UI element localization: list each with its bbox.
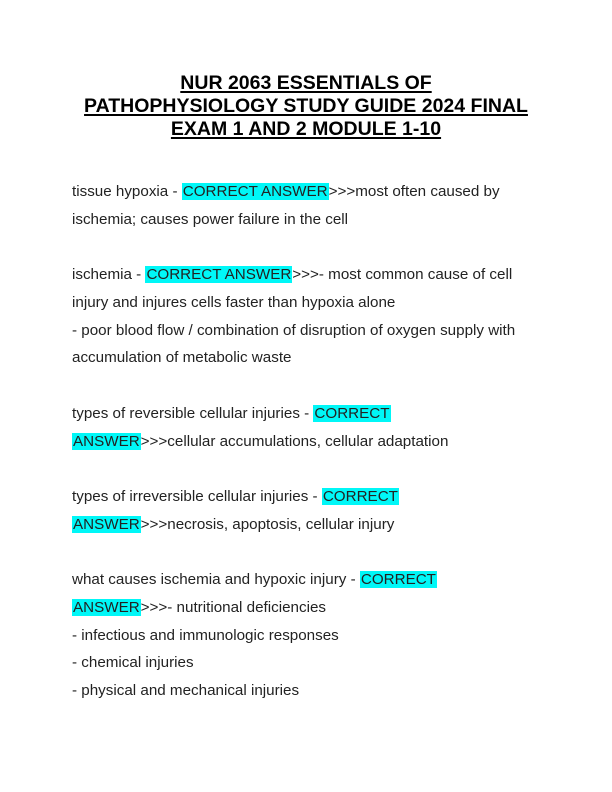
qa-row xyxy=(72,400,552,428)
correct-answer-marker: CORRECT xyxy=(322,487,398,505)
answer-text: >>>necrosis, apoptosis, cellular injury xyxy=(140,515,395,533)
question-text: types of reversible cellular injuries - xyxy=(72,404,314,422)
qa-entry xyxy=(72,483,552,539)
title-line: PATHOPHYSIOLOGY STUDY GUIDE 2024 FINAL xyxy=(84,95,528,117)
correct-answer-marker: ANSWER xyxy=(73,515,140,533)
answer-line: injury and injures cells faster than hypoxia alone xyxy=(72,293,396,311)
question-text: what causes ischemia and hypoxic injury - xyxy=(72,570,360,588)
answer-line: - poor blood flow / combination of disruption of oxygen supply with xyxy=(72,321,516,339)
answer-line: - chemical injuries xyxy=(72,654,194,672)
answer-text: >>>cellular accumulations, cellular adaptation xyxy=(140,432,449,450)
answer-text: >>>- nutritional deficiencies xyxy=(140,598,326,616)
correct-answer-marker: ANSWER xyxy=(73,598,140,616)
question-text: ischemia - xyxy=(72,266,146,284)
qa-row xyxy=(72,566,552,594)
title-line: NUR 2063 ESSENTIALS OF xyxy=(180,72,432,94)
correct-answer-marker: CORRECT ANSWER xyxy=(182,183,328,200)
question-text: types of irreversible cellular injuries - xyxy=(72,487,322,505)
answer-text: >>>most often caused by xyxy=(328,183,500,200)
correct-answer-marker: CORRECT xyxy=(314,404,390,422)
correct-answer-marker: CORRECT ANSWER xyxy=(146,266,292,284)
answer-line: - infectious and immunologic responses xyxy=(72,626,339,644)
answer-line: accumulation of metabolic waste xyxy=(72,349,292,367)
qa-row xyxy=(72,261,552,289)
qa-list xyxy=(72,178,552,732)
qa-row xyxy=(72,483,552,511)
answer-line: ischemia; causes power failure in the cell xyxy=(72,210,349,228)
correct-answer-marker: ANSWER xyxy=(73,432,140,450)
qa-entry xyxy=(72,400,552,456)
qa-row xyxy=(72,594,552,622)
correct-answer-marker: CORRECT xyxy=(360,570,436,588)
qa-row xyxy=(72,511,552,539)
qa-row xyxy=(72,178,552,206)
qa-entry xyxy=(72,178,552,234)
answer-text: >>>- most common cause of cell xyxy=(292,266,513,284)
qa-entry xyxy=(72,261,552,372)
title-line: EXAM 1 AND 2 MODULE 1-10 xyxy=(170,118,442,140)
question-text: tissue hypoxia - xyxy=(72,183,182,200)
document-title xyxy=(60,72,552,141)
answer-line: - physical and mechanical injuries xyxy=(72,682,300,700)
qa-entry xyxy=(72,566,552,705)
qa-row xyxy=(72,428,552,456)
